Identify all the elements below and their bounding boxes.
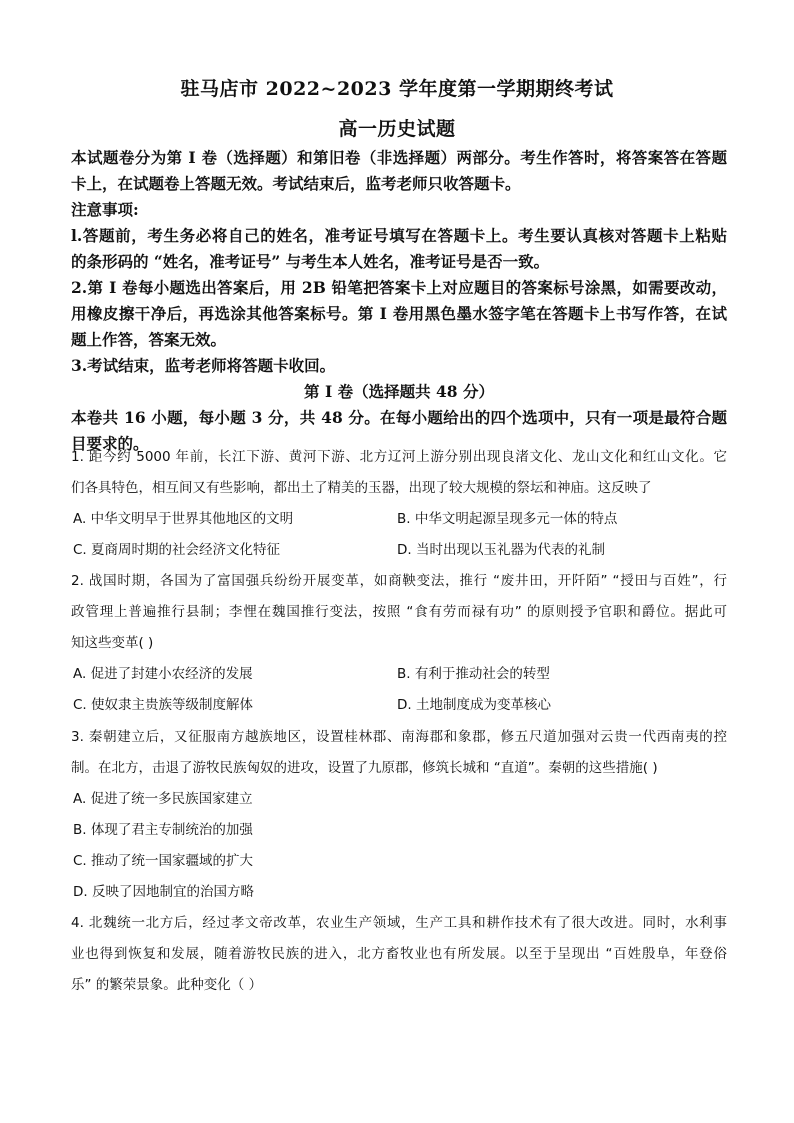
section-instructions: 本卷共 16 小题，每小题 3 分，共 48 分。在每小题给出的四个选项中，只有一项是最符合题 xyxy=(71,408,727,427)
note-line: 3.考试结束，监考老师将答题卡收回。 xyxy=(71,356,336,375)
note-line: 题上作答，答案无效。 xyxy=(71,330,227,349)
option-b[interactable]: B. 中华文明起源呈现多元一体的特点 xyxy=(397,511,618,527)
exam-intro xyxy=(71,145,727,457)
section-instructions: 目要求的。 xyxy=(71,434,149,453)
option-c[interactable]: C. 夏商周时期的社会经济文化特征 xyxy=(73,542,281,558)
intro-line: 本试题卷分为第 I 卷（选择题）和第旧卷（非选择题）两部分。考生作答时，将答案答在答题 xyxy=(71,148,727,167)
question-text: 1. 距今约 5000 年前，长江下游、黄河下游、北方辽河上游分别出现良渚文化、龙山文化和红山文化。它 xyxy=(71,449,727,465)
question-text: 乐” 的繁荣景象。此种变化（ ） xyxy=(71,977,263,993)
question-4 xyxy=(71,908,727,1001)
question-text: 业也得到恢复和发展，随着游牧民族的进入，北方畜牧业也有所发展。以至于呈现出 “百姓殷阜，年登俗 xyxy=(71,946,727,962)
note-line: 2.第 I 卷每小题选出答案后，用 2B 铅笔把答案卡上对应题目的答案标号涂黑，如需要改动， xyxy=(71,278,727,297)
note-line: l.答题前，考生务必将自己的姓名，准考证号填写在答题卡上。考生要认真核对答题卡上粘贴 xyxy=(71,226,727,245)
option-c[interactable]: C. 推动了统一国家疆域的扩大 xyxy=(73,853,254,869)
question-text: 知这些变革( ) xyxy=(71,635,154,651)
exam-title: 驻马店市 2022~2023 学年度第一学期期终考试 xyxy=(180,78,614,100)
option-d[interactable]: D. 当时出现以玉礼器为代表的礼制 xyxy=(397,542,605,558)
question-3 xyxy=(71,722,727,784)
option-b[interactable]: B. 体现了君主专制统治的加强 xyxy=(73,822,253,838)
question-3-options xyxy=(71,784,727,908)
option-d[interactable]: D. 反映了因地制宜的治国方略 xyxy=(73,884,254,900)
option-b[interactable]: B. 有利于推动社会的转型 xyxy=(397,666,550,682)
question-1 xyxy=(71,442,727,504)
question-text: 政管理上普遍推行县制；李悝在魏国推行变法，按照 “食有劳而禄有功” 的原则授予官职和爵位。据此可 xyxy=(71,604,727,620)
note-line: 用橡皮擦干净后，再选涂其他答案标号。第 I 卷用黑色墨水签字笔在答题卡上书写作答，在试 xyxy=(71,304,727,323)
question-text: 3. 秦朝建立后，又征服南方越族地区，设置桂林郡、南海郡和象郡，修五尺道加强对云贵一代西南夷的控 xyxy=(71,729,727,745)
question-text: 2. 战国时期，各国为了富国强兵纷纷开展变革，如商鞅变法，推行 “废井田，开阡陌” “授田与百姓”，行 xyxy=(71,573,727,589)
exam-subtitle: 高一历史试题 xyxy=(338,118,456,140)
option-a[interactable]: A. 中华文明早于世界其他地区的文明 xyxy=(73,511,294,527)
question-1-options xyxy=(71,504,727,566)
question-2 xyxy=(71,566,727,659)
option-c[interactable]: C. 使奴隶主贵族等级制度解体 xyxy=(73,697,254,713)
question-text: 们各具特色，相互间又有些影响，都出土了精美的玉器，出现了较大规模的祭坛和神庙。这反映了 xyxy=(71,480,652,496)
option-a[interactable]: A. 促进了封建小农经济的发展 xyxy=(73,666,253,682)
question-text: 4. 北魏统一北方后，经过孝文帝改革，农业生产领域，生产工具和耕作技术有了很大改进。同时，水利事 xyxy=(71,915,727,931)
option-d[interactable]: D. 土地制度成为变革核心 xyxy=(397,697,551,713)
question-2-options xyxy=(71,659,727,721)
question-text: 制。在北方，击退了游牧民族匈奴的进攻，设置了九原郡，修筑长城和 “直道”。秦朝的这些措施( ) xyxy=(71,760,658,776)
option-a[interactable]: A. 促进了统一多民族国家建立 xyxy=(73,791,253,807)
notes-heading: 注意事项: xyxy=(71,200,139,219)
intro-line: 卡上，在试题卷上答题无效。考试结束后，监考老师只收答题卡。 xyxy=(71,174,521,193)
section-title: 第 I 卷（选择题共 48 分） xyxy=(304,382,494,401)
note-line: 的条形码的 “姓名，准考证号” 与考生本人姓名，准考证号是否一致。 xyxy=(71,252,550,271)
